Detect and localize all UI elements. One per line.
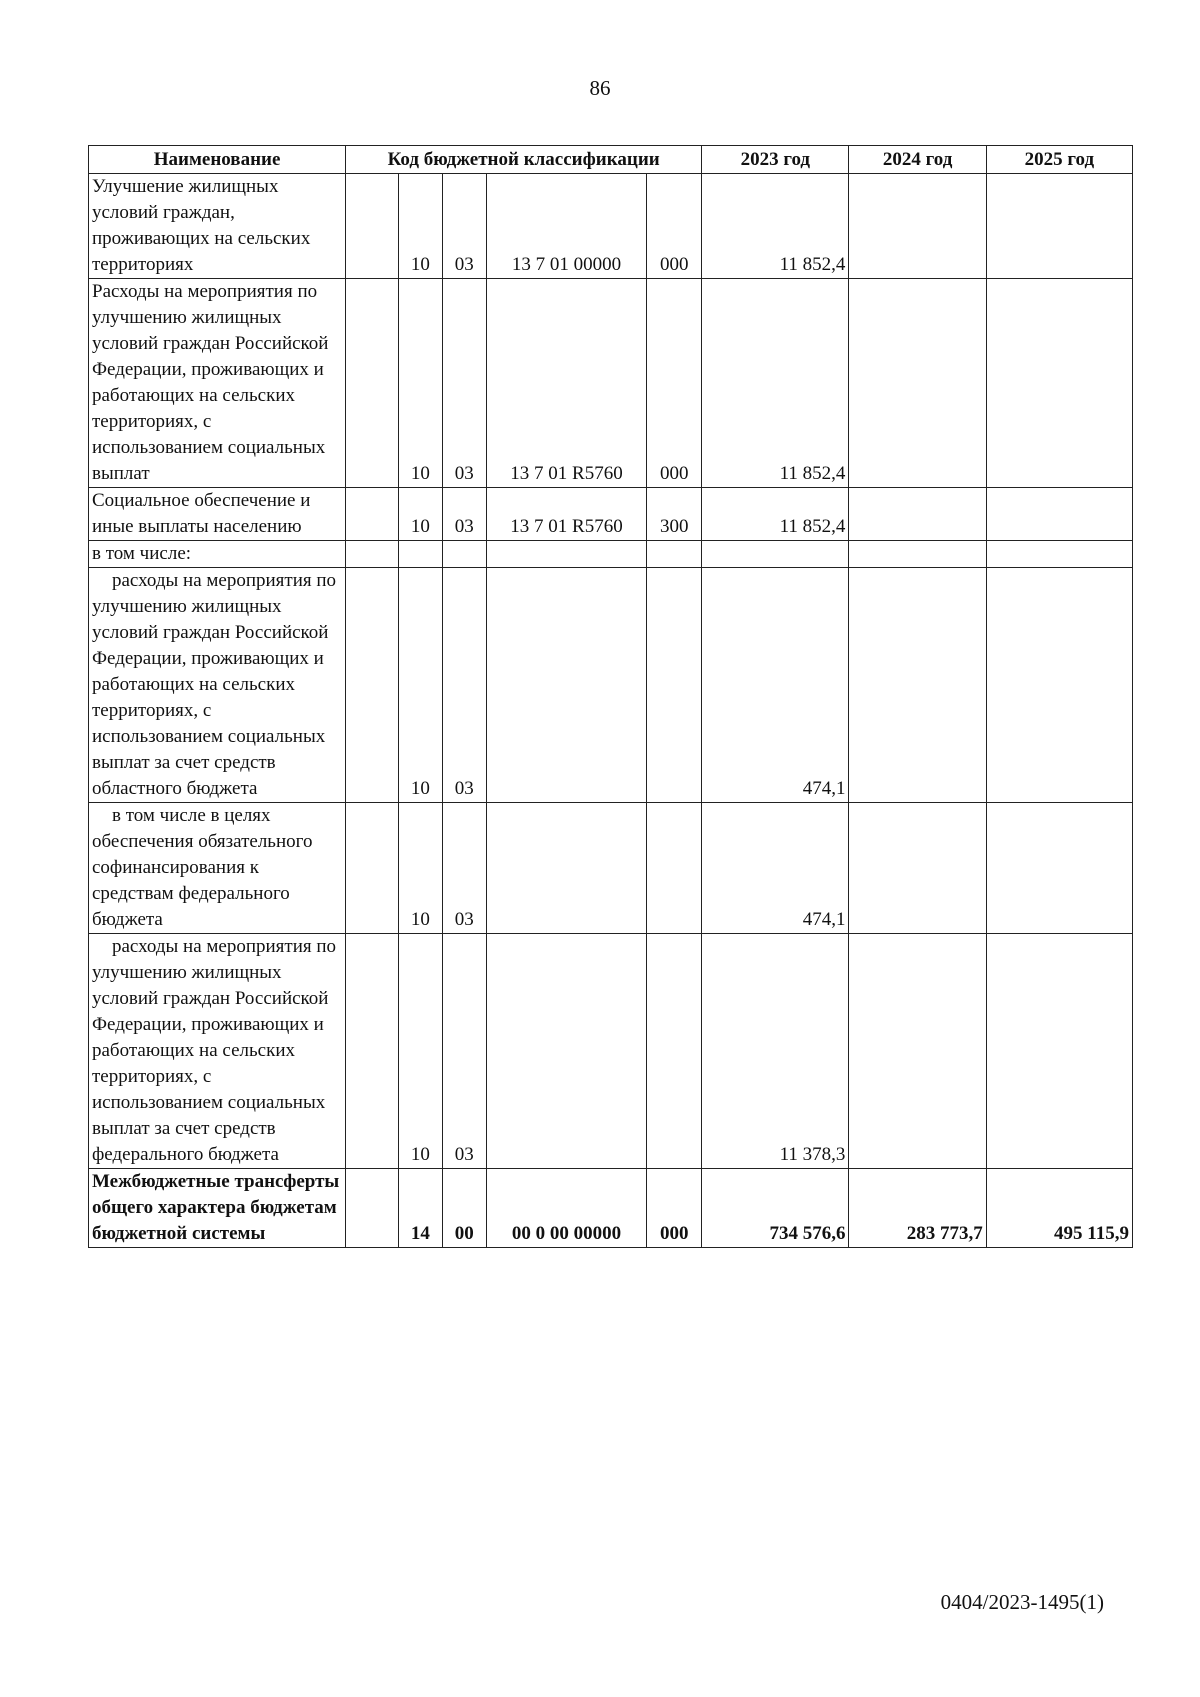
row-expense: 300	[647, 488, 702, 541]
row-blank-code	[346, 174, 399, 279]
row-name: в том числе:	[89, 541, 346, 568]
page-number: 86	[589, 76, 611, 100]
row-target	[486, 803, 646, 934]
row-2023: 11 852,4	[702, 488, 849, 541]
row-name: Улучшение жилищных условий граждан, проживающих на сельских территориях	[89, 174, 346, 279]
row-subsection: 03	[442, 934, 486, 1169]
row-2024	[849, 488, 986, 541]
header-2023: 2023 год	[702, 146, 849, 174]
row-2025	[986, 934, 1132, 1169]
header-name: Наименование	[89, 146, 346, 174]
row-blank-code	[346, 541, 399, 568]
row-2023: 474,1	[702, 568, 849, 803]
row-section: 10	[398, 488, 442, 541]
row-subsection: 03	[442, 488, 486, 541]
row-2024: 283 773,7	[849, 1169, 986, 1248]
row-subsection: 03	[442, 568, 486, 803]
row-target	[486, 568, 646, 803]
row-blank-code	[346, 279, 399, 488]
row-target	[486, 934, 646, 1169]
row-2025	[986, 488, 1132, 541]
row-2024	[849, 934, 986, 1169]
row-2023	[702, 541, 849, 568]
budget-table	[88, 145, 1133, 1248]
row-2024	[849, 174, 986, 279]
row-name: расходы на мероприятия по улучшению жилищных условий граждан Российской Федерации, проживающих и работающих на сельских территориях, с использованием социальных выплат за счет средств федерального бюджета	[89, 934, 346, 1169]
row-expense: 000	[647, 279, 702, 488]
table-row	[89, 541, 1133, 568]
header-2025: 2025 год	[986, 146, 1132, 174]
row-section: 10	[398, 174, 442, 279]
row-2025	[986, 803, 1132, 934]
row-2025	[986, 568, 1132, 803]
row-subsection: 03	[442, 803, 486, 934]
table-header-row	[89, 146, 1133, 174]
row-2025	[986, 541, 1132, 568]
row-section: 14	[398, 1169, 442, 1248]
row-blank-code	[346, 803, 399, 934]
table-row	[89, 279, 1133, 488]
header-code: Код бюджетной классификации	[346, 146, 702, 174]
row-name: расходы на мероприятия по улучшению жилищных условий граждан Российской Федерации, проживающих и работающих на сельских территориях, с использованием социальных выплат за счет средств областного бюджета	[89, 568, 346, 803]
row-section: 10	[398, 279, 442, 488]
header-2024: 2024 год	[849, 146, 986, 174]
row-section	[398, 541, 442, 568]
table-row	[89, 934, 1133, 1169]
row-subsection: 03	[442, 174, 486, 279]
row-section: 10	[398, 568, 442, 803]
row-target: 13 7 01 R5760	[486, 488, 646, 541]
row-2023: 11 852,4	[702, 174, 849, 279]
table-row	[89, 568, 1133, 803]
row-name: в том числе в целях обеспечения обязательного софинансирования к средствам федерального бюджета	[89, 803, 346, 934]
document-code: 0404/2023-1495(1)	[940, 1590, 1104, 1614]
row-blank-code	[346, 1169, 399, 1248]
row-name: Межбюджетные трансферты общего характера бюджетам бюджетной системы	[89, 1169, 346, 1248]
row-2025	[986, 279, 1132, 488]
row-target	[486, 541, 646, 568]
row-2024	[849, 279, 986, 488]
row-2023: 11 378,3	[702, 934, 849, 1169]
row-name: Расходы на мероприятия по улучшению жилищных условий граждан Российской Федерации, проживающих и работающих на сельских территориях, с использованием социальных выплат	[89, 279, 346, 488]
row-target: 13 7 01 R5760	[486, 279, 646, 488]
row-name: Социальное обеспечение и иные выплаты населению	[89, 488, 346, 541]
row-2024	[849, 568, 986, 803]
row-section: 10	[398, 934, 442, 1169]
row-expense: 000	[647, 1169, 702, 1248]
table-row	[89, 1169, 1133, 1248]
row-expense	[647, 541, 702, 568]
row-2023: 11 852,4	[702, 279, 849, 488]
row-2025	[986, 174, 1132, 279]
row-subsection: 00	[442, 1169, 486, 1248]
row-2023: 734 576,6	[702, 1169, 849, 1248]
row-target: 00 0 00 00000	[486, 1169, 646, 1248]
row-subsection: 03	[442, 279, 486, 488]
row-target: 13 7 01 00000	[486, 174, 646, 279]
row-2025: 495 115,9	[986, 1169, 1132, 1248]
row-subsection	[442, 541, 486, 568]
row-blank-code	[346, 568, 399, 803]
row-blank-code	[346, 488, 399, 541]
table-row	[89, 803, 1133, 934]
row-2024	[849, 541, 986, 568]
table-row	[89, 488, 1133, 541]
row-2024	[849, 803, 986, 934]
row-expense: 000	[647, 174, 702, 279]
row-blank-code	[346, 934, 399, 1169]
table-row	[89, 174, 1133, 279]
row-expense	[647, 568, 702, 803]
row-2023: 474,1	[702, 803, 849, 934]
row-section: 10	[398, 803, 442, 934]
row-expense	[647, 934, 702, 1169]
row-expense	[647, 803, 702, 934]
